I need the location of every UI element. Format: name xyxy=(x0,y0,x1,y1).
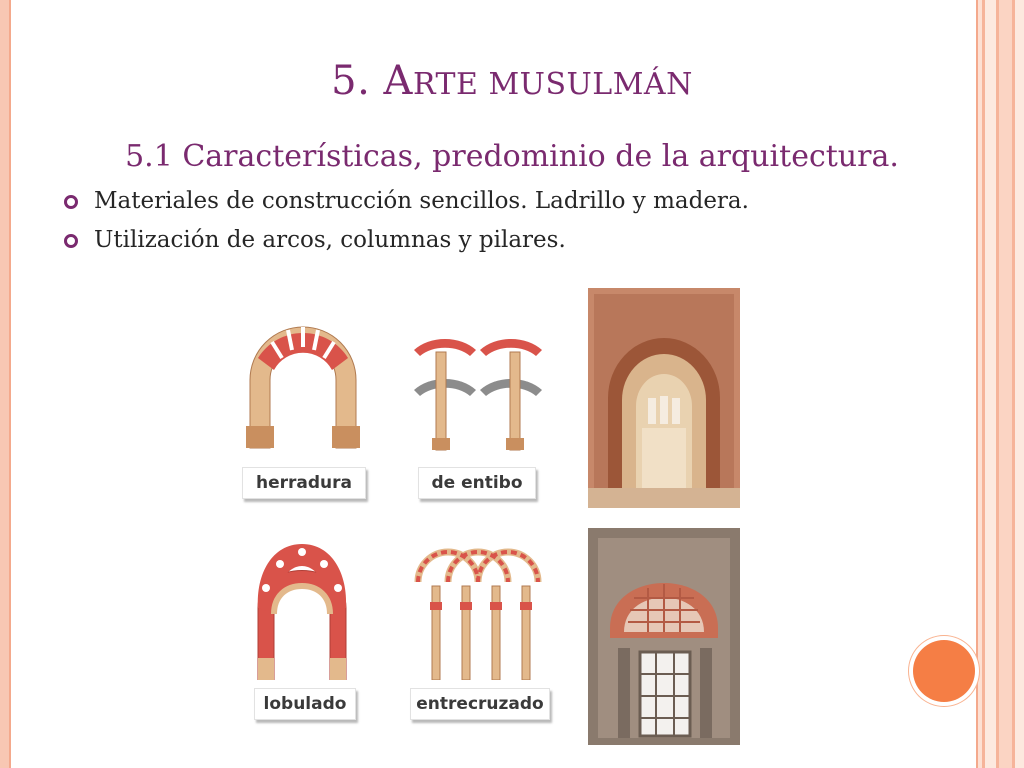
ornate-window-photo xyxy=(588,528,740,745)
slide-frame-left xyxy=(0,0,9,768)
title-rest: RTE MUSULMÁN xyxy=(412,67,693,102)
label-de-entibo: de entibo xyxy=(418,467,536,499)
bullet-item xyxy=(62,221,749,260)
bullet-list xyxy=(62,182,749,260)
bullet-item xyxy=(62,182,749,221)
lobed-arch-illustration xyxy=(252,538,352,680)
title-initial: A xyxy=(383,58,413,104)
interlaced-arch-illustration xyxy=(414,542,544,680)
title-number: 5. xyxy=(331,58,384,104)
slide-frame-right xyxy=(978,0,1024,768)
slide-title xyxy=(0,58,1024,104)
horseshoe-arch-illustration xyxy=(238,318,368,454)
bullet-icon xyxy=(64,195,78,209)
label-herradura: herradura xyxy=(242,467,366,499)
label-lobulado: lobulado xyxy=(254,688,356,720)
bullet-text: Materiales de construcción sencillos. Ladrillo y madera. xyxy=(94,188,749,214)
mihrab-photo xyxy=(588,288,740,508)
bullet-icon xyxy=(64,234,78,248)
bullet-text: Utilización de arcos, columnas y pilares. xyxy=(94,227,566,253)
slide-frame-left-line xyxy=(9,0,11,768)
decorative-circle xyxy=(913,640,975,702)
label-entrecruzado: entrecruzado xyxy=(410,688,550,720)
entibo-arch-illustration xyxy=(414,312,544,452)
slide-subtitle: 5.1 Características, predominio de la arquitectura. xyxy=(125,139,899,174)
